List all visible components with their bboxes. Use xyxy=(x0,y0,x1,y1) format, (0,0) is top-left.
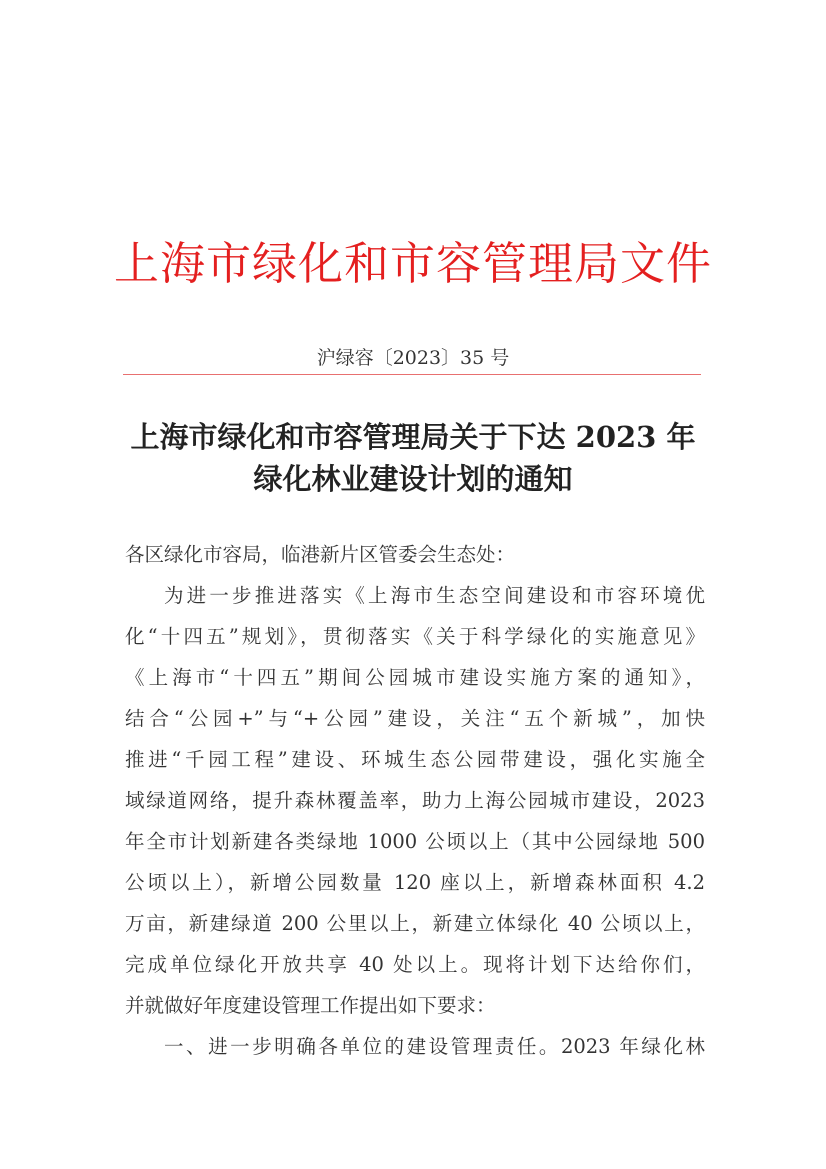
document-title-line-2: 绿化林业建设计划的通知 xyxy=(253,462,573,496)
body-line: 完成单位绿化开放共享 40 处以上。现将计划下达给你们， xyxy=(125,953,705,976)
body-line: 为进一步推进落实《上海市生态空间建设和市容环境优 xyxy=(164,584,705,607)
body-line: 域绿道网络，提升森林覆盖率，助力上海公园城市建设，2023 xyxy=(125,789,705,812)
body-line: 万亩，新建绿道 200 公里以上，新建立体绿化 40 公顷以上， xyxy=(125,912,705,935)
red-divider xyxy=(123,374,701,375)
document-title-line-1: 上海市绿化和市容管理局关于下达 2023 年 xyxy=(130,420,696,454)
body-line: 结合“公园+”与“+公园”建设，关注“五个新城”，加快 xyxy=(125,707,705,730)
addressee-line: 各区绿化市容局，临港新片区管委会生态处： xyxy=(125,543,516,566)
body-line: 《上海市“十四五”期间公园城市建设实施方案的通知》， xyxy=(125,666,705,689)
body-line: 年全市计划新建各类绿地 1000 公顷以上（其中公园绿地 500 xyxy=(125,830,705,853)
issuer-title: 上海市绿化和市容管理局文件 xyxy=(113,237,712,290)
body-line: 化“十四五”规划》，贯彻落实《关于科学绿化的实施意见》 xyxy=(125,625,705,648)
body-line: 一、进一步明确各单位的建设管理责任。2023 年绿化林 xyxy=(164,1035,705,1058)
body-line: 推进“千园工程”建设、环城生态公园带建设，强化实施全 xyxy=(125,748,705,771)
document-number: 沪绿容〔2023〕35 号 xyxy=(316,347,510,369)
document-body xyxy=(125,534,705,1067)
body-line: 公顷以上），新增公园数量 120 座以上，新增森林面积 4.2 xyxy=(125,871,705,894)
document-title xyxy=(100,416,726,500)
body-line: 并就做好年度建设管理工作提出如下要求： xyxy=(125,994,496,1017)
